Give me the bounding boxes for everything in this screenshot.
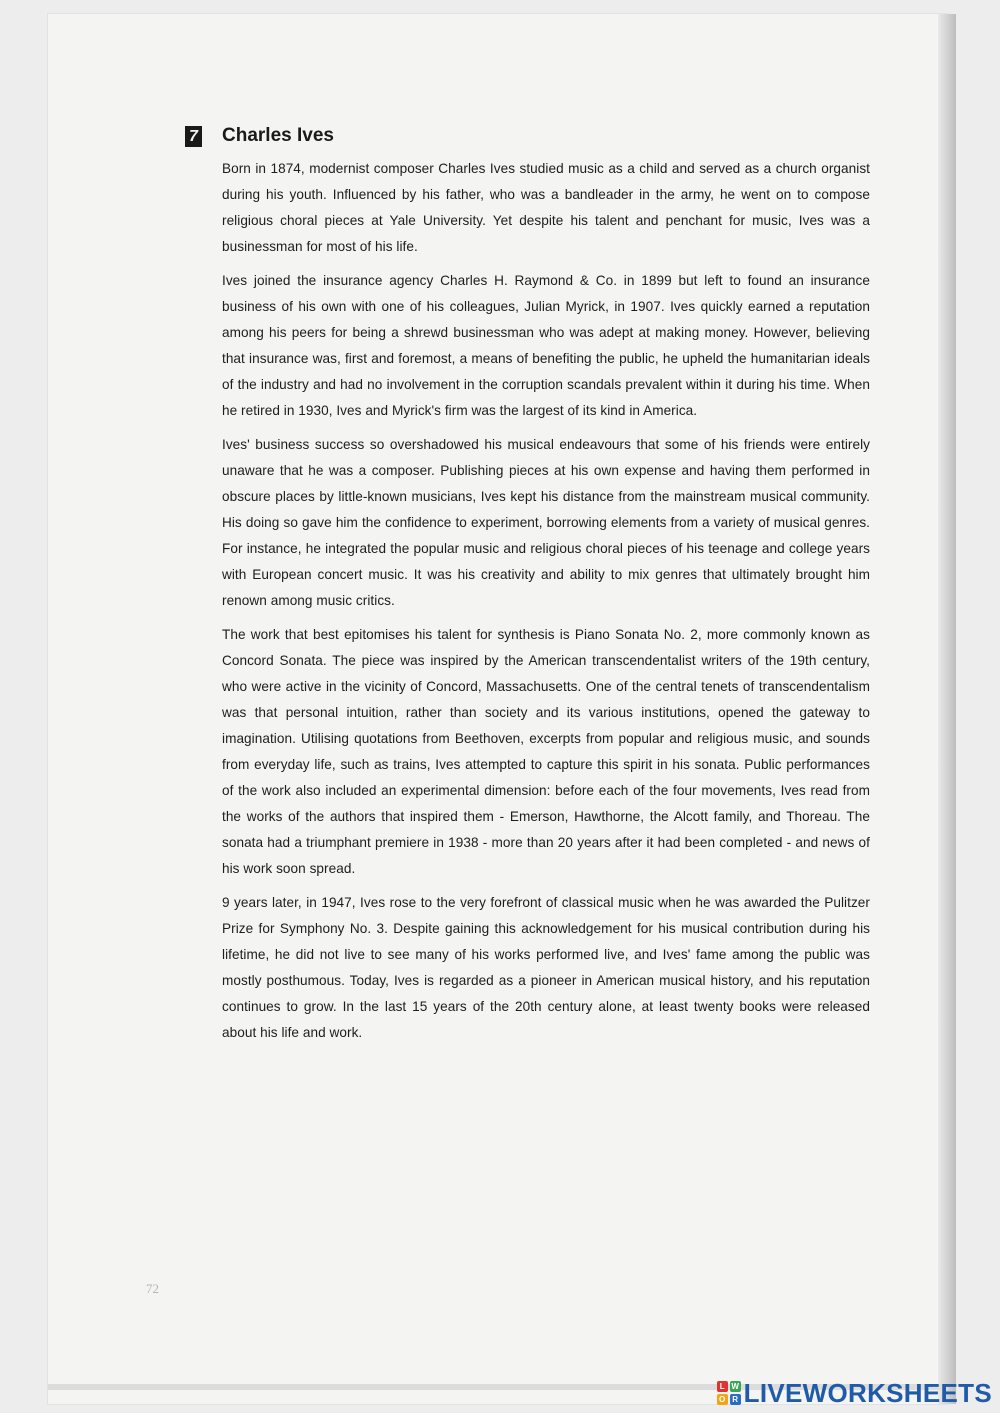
- logo-cell: R: [730, 1394, 741, 1405]
- article-header: [185, 118, 870, 154]
- paragraph-2: Ives joined the insurance agency Charles H. Raymond & Co. in 1899 but left to found an insurance business of his own with one of his colleagues, Julian Myrick, in 1907. Ives quickly earned a reputation among his peers for being a shrewd businessman who was adept at making money. However, believing that insurance was, first and foremost, a means of benefiting the public, he upheld the humanitarian ideals of the industry and had no involvement in the corruption scandals prevalent within it during his time. When he retired in 1930, Ives and Myrick's firm was the largest of its kind in America.: [222, 273, 870, 418]
- logo-cell: O: [717, 1394, 728, 1405]
- paragraph-4: The work that best epitomises his talent for synthesis is Piano Sonata No. 2, more commonly known as Concord Sonata. The piece was inspired by the American transcendentalist writers of the 19th century, who were active in the vicinity of Concord, Massachusetts. One of the central tenets of transcendentalism was that personal intuition, rather than society and its various institutions, opened the gateway to imagination. Utilising quotations from Beethoven, excerpts from popular and religious music, and sounds from everyday life, such as trains, Ives attempted to capture this spirit in his sonata. Public performances of the work also included an experimental dimension: before each of the four movements, Ives read from the works of the authors that inspired them - Emerson, Hawthorne, the Alcott family, and Thoreau. The sonata had a triumphant premiere in 1938 - more than 20 years after it had been completed - and news of his work soon spread.: [222, 627, 870, 876]
- logo-cell: L: [717, 1381, 728, 1392]
- article-number-badge: 7: [185, 126, 202, 147]
- liveworksheets-logo-icon: [717, 1381, 741, 1405]
- liveworksheets-watermark[interactable]: [717, 1378, 992, 1408]
- page-edge-shadow: [938, 14, 956, 1404]
- paragraph-3: Ives' business success so overshadowed his musical endeavours that some of his friends were entirely unaware that he was a composer. Publishing pieces at his own expense and having them performed in obscure places by little-known musicians, Ives kept his distance from the mainstream musical community. His doing so gave him the confidence to experiment, borrowing elements from a variety of musical genres. For instance, he integrated the popular music and religious choral pieces of his teenage and college years with European concert music. It was his creativity and ability to mix genres that ultimately brought him renown among music critics.: [222, 437, 870, 608]
- article: [189, 118, 870, 1054]
- article-title: Charles Ives: [222, 125, 334, 146]
- watermark-text: LIVEWORKSHEETS: [743, 1377, 992, 1408]
- page-number: 72: [146, 1281, 159, 1296]
- logo-cell: W: [731, 1382, 739, 1391]
- paragraph-5: 9 years later, in 1947, Ives rose to the very forefront of classical music when he was awarded the Pulitzer Prize for Symphony No. 3. Despite gaining this acknowledgement for his musical contribution during his lifetime, he did not live to see many of his works performed live, and Ives' fame among the public was mostly posthumous. Today, Ives is regarded as a pioneer in American musical history, and his reputation continues to grow. In the last 15 years of the 20th century alone, at least twenty books were released about his life and work.: [222, 895, 870, 1040]
- paragraph-1: Born in 1874, modernist composer Charles Ives studied music as a child and served as a church organist during his youth. Influenced by his father, who was a bandleader in the army, he went on to compose religious choral pieces at Yale University. Yet despite his talent and penchant for music, Ives was a businessman for most of his life.: [222, 161, 870, 254]
